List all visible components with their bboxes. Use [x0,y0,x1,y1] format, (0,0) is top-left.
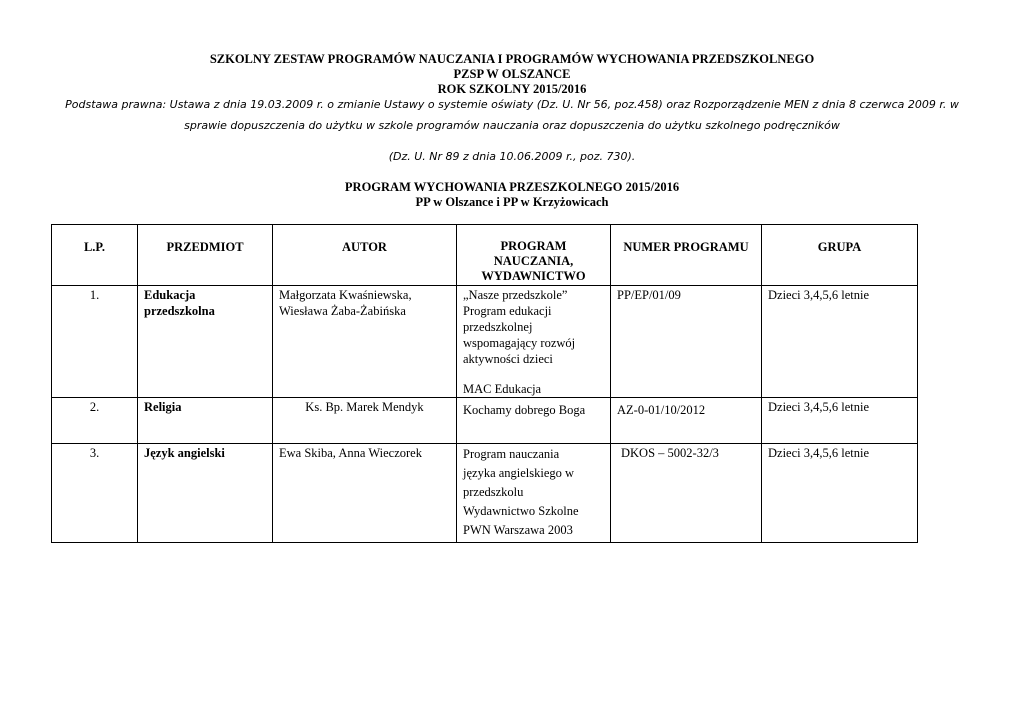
row-program-line: Program nauczania [463,447,560,461]
school-name: PZSP W OLSZANCE [453,67,571,81]
column-header-lp: L.P. [52,225,138,286]
section-subtitle: PP w Olszance i PP w Krzyżowicach [415,195,609,209]
row-author-line: Wiesława Żaba-Żabińska [279,304,406,318]
legal-basis-line-1: Podstawa prawna: Ustawa z dnia 19.03.2009 r. o zmianie Ustawy o systemie oświaty (Dz. U. Nr 56, poz.458) oraz Rozporządzenie MEN z dnia 8 czerwca 2009 r. w [65,98,959,111]
table-row [52,286,918,398]
programs-table [51,224,918,543]
column-header-program [457,225,611,286]
row-program-line: języka angielskiego w [463,466,575,480]
row-lp: 1. [52,286,138,398]
row-program-line: Program edukacji [463,304,552,318]
row-program-line: PWN Warszawa 2003 [463,523,573,537]
row-lp: 2. [52,398,138,444]
table-row [52,398,918,444]
row-program-line: przedszkolu [463,485,524,499]
column-header-author: AUTOR [273,225,457,286]
column-header-program-line: WYDAWNICTWO [481,269,586,283]
table-header-row [52,225,918,286]
row-lp: 3. [52,444,138,543]
row-program-line: wspomagający rozwój [463,336,576,350]
row-subject-line: przedszkolna [144,304,215,318]
row-subject: Religia [138,398,273,444]
row-subject-line: Edukacja [144,288,196,302]
row-author [273,286,457,398]
row-subject [138,286,273,398]
school-year: ROK SZKOLNY 2015/2016 [437,82,587,96]
row-author: Ewa Skiba, Anna Wieczorek [273,444,457,543]
section-title: PROGRAM WYCHOWANIA PRZESZKOLNEGO 2015/2016 [344,180,680,194]
table-row [52,444,918,543]
row-group: Dzieci 3,4,5,6 letnie [762,398,918,444]
row-program: Kochamy dobrego Boga [457,398,611,444]
row-program-line: „Nasze przedszkole” [463,288,568,302]
column-header-program-line: PROGRAM [500,239,567,253]
row-program-line: przedszkolnej [463,320,533,334]
row-program [457,286,611,398]
row-author-line: Małgorzata Kwaśniewska, [279,288,412,302]
row-program-line: aktywności dzieci [463,352,553,366]
column-header-subject: PRZEDMIOT [138,225,273,286]
row-subject: Język angielski [138,444,273,543]
row-program-number: DKOS – 5002-32/3 [611,444,762,543]
row-publisher: MAC Edukacja [463,382,542,396]
row-program-number: PP/EP/01/09 [611,286,762,398]
row-author: Ks. Bp. Marek Mendyk [273,398,457,444]
row-group: Dzieci 3,4,5,6 letnie [762,286,918,398]
legal-basis-line-2: sprawie dopuszczenia do użytku w szkole programów nauczania oraz dopuszczenia do użytku szkolnego podręczników [184,119,840,132]
document-title: SZKOLNY ZESTAW PROGRAMÓW NAUCZANIA I PROGRAMÓW WYCHOWANIA PRZEDSZKOLNEGO [209,52,815,66]
column-header-group: GRUPA [762,225,918,286]
row-group: Dzieci 3,4,5,6 letnie [762,444,918,543]
legal-basis-line-3: (Dz. U. Nr 89 z dnia 10.06.2009 r., poz. 730). [388,150,636,163]
column-header-program-line: NAUCZANIA, [493,254,574,268]
row-program [457,444,611,543]
column-header-number: NUMER PROGRAMU [611,225,762,286]
row-program-line: Wydawnictwo Szkolne [463,504,579,518]
row-program-number: AZ-0-01/10/2012 [611,398,762,444]
